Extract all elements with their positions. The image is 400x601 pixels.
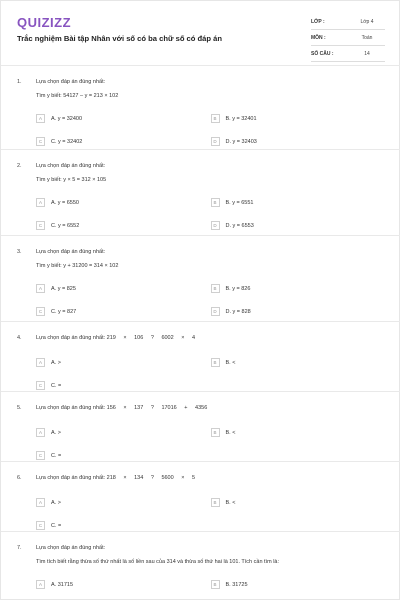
meta-row-subject bbox=[311, 30, 385, 46]
choice-text: C. = bbox=[51, 522, 62, 529]
choice-letter-box: A bbox=[36, 114, 45, 123]
choice-letter-box: C bbox=[36, 521, 45, 530]
question-number: 5. bbox=[17, 405, 22, 411]
choice-text: B. y = 826 bbox=[225, 285, 251, 292]
choice-a[interactable] bbox=[36, 428, 211, 437]
choice-letter-box: A bbox=[36, 580, 45, 589]
choice-text: B. < bbox=[225, 429, 236, 436]
comparison-blank: ? bbox=[150, 335, 154, 341]
choice-letter-box: A bbox=[36, 428, 45, 437]
choice-text: B. < bbox=[225, 359, 236, 366]
choice-c[interactable] bbox=[36, 451, 217, 460]
question-1 bbox=[1, 65, 400, 149]
choice-text: D. y = 6553 bbox=[225, 222, 254, 229]
worksheet-header bbox=[1, 1, 399, 65]
choice-letter-box: B bbox=[211, 114, 220, 123]
meta-label: SỐ CÂU : bbox=[311, 50, 334, 57]
answer-choices bbox=[17, 346, 385, 397]
choice-letter-box: B bbox=[211, 580, 220, 589]
prompt-part: 17016 bbox=[161, 405, 177, 411]
choice-a[interactable] bbox=[36, 498, 211, 507]
answer-choices bbox=[17, 416, 385, 467]
answer-choices bbox=[17, 102, 385, 153]
question-prompt bbox=[36, 475, 201, 481]
choice-b[interactable] bbox=[211, 428, 386, 437]
question-number: 3. bbox=[17, 249, 22, 255]
choice-letter-box: D bbox=[211, 307, 220, 316]
choice-text: D. y = 32403 bbox=[225, 138, 257, 145]
choice-letter-box: B bbox=[211, 284, 220, 293]
worksheet-title: Trắc nghiệm Bài tập Nhân với số có ba chữ số có đáp án bbox=[17, 34, 223, 43]
choice-c[interactable] bbox=[36, 381, 217, 390]
prompt-part: 106 bbox=[134, 335, 144, 341]
meta-label: LỚP : bbox=[311, 18, 325, 25]
operator-symbol: × bbox=[123, 475, 127, 481]
quizizz-logo[interactable]: QUIZIZZ bbox=[17, 15, 72, 30]
choice-c[interactable] bbox=[36, 307, 211, 316]
choice-text: C. y = 32402 bbox=[51, 138, 83, 145]
comparison-blank: ? bbox=[150, 475, 154, 481]
choice-text: C. = bbox=[51, 382, 62, 389]
meta-value: Toán bbox=[361, 34, 373, 41]
choice-d[interactable] bbox=[211, 221, 386, 230]
choice-letter-box: B bbox=[211, 428, 220, 437]
choice-letter-box: A bbox=[36, 498, 45, 507]
question-prompt bbox=[36, 335, 201, 341]
choice-text: A. > bbox=[51, 359, 61, 366]
choice-c[interactable] bbox=[36, 137, 211, 146]
question-prompt: Lựa chọn đáp án đúng nhất: bbox=[36, 545, 106, 551]
operator-symbol: × bbox=[181, 335, 185, 341]
question-list bbox=[1, 65, 400, 601]
choice-text: A. > bbox=[51, 499, 61, 506]
choice-b[interactable] bbox=[211, 580, 386, 589]
meta-row-grade bbox=[311, 14, 385, 30]
prompt-part: 6002 bbox=[161, 335, 174, 341]
question-number: 2. bbox=[17, 163, 22, 169]
question-detail: Tìm y biết: y + 31200 = 314 × 102 bbox=[36, 263, 119, 269]
choice-a[interactable] bbox=[36, 358, 211, 367]
choice-letter-box: A bbox=[36, 358, 45, 367]
question-prompt: Lựa chọn đáp án đúng nhất: bbox=[36, 163, 106, 169]
choice-text: C. y = 827 bbox=[51, 308, 77, 315]
choice-letter-box: A bbox=[36, 198, 45, 207]
choice-letter-box: C bbox=[36, 137, 45, 146]
choice-d[interactable] bbox=[211, 137, 386, 146]
meta-value: 14 bbox=[364, 50, 370, 57]
choice-letter-box: B bbox=[211, 498, 220, 507]
prompt-part: 5 bbox=[191, 475, 196, 481]
prompt-part: Lựa chọn đáp án đúng nhất: 219 bbox=[36, 335, 116, 341]
question-6 bbox=[1, 461, 400, 531]
question-5 bbox=[1, 391, 400, 461]
choice-letter-box: D bbox=[211, 221, 220, 230]
choice-letter-box: C bbox=[36, 381, 45, 390]
prompt-part: 137 bbox=[134, 405, 144, 411]
question-prompt: Lựa chọn đáp án đúng nhất: bbox=[36, 79, 106, 85]
operator-symbol: + bbox=[184, 405, 188, 411]
choice-d[interactable] bbox=[211, 307, 386, 316]
choice-letter-box: B bbox=[211, 358, 220, 367]
choice-letter-box: B bbox=[211, 198, 220, 207]
choice-text: A. > bbox=[51, 429, 61, 436]
choice-letter-box: C bbox=[36, 307, 45, 316]
choice-b[interactable] bbox=[211, 114, 386, 123]
question-4 bbox=[1, 321, 400, 391]
choice-text: A. y = 6550 bbox=[51, 199, 79, 206]
choice-text: A. 31715 bbox=[51, 581, 74, 588]
choice-b[interactable] bbox=[211, 358, 386, 367]
choice-a[interactable] bbox=[36, 284, 211, 293]
operator-symbol: × bbox=[181, 475, 185, 481]
question-7 bbox=[1, 531, 400, 601]
worksheet-meta-table bbox=[311, 14, 385, 62]
choice-letter-box: C bbox=[36, 451, 45, 460]
prompt-part: 4356 bbox=[195, 405, 208, 411]
question-3 bbox=[1, 235, 400, 321]
prompt-part: 5600 bbox=[161, 475, 174, 481]
answer-choices bbox=[17, 186, 385, 237]
prompt-part: 134 bbox=[134, 475, 144, 481]
choice-letter-box: D bbox=[211, 137, 220, 146]
choice-text: B. y = 32401 bbox=[225, 115, 257, 122]
question-detail: Tìm tích biết rằng thừa số thứ nhất là số liền sau của 314 và thừa số thứ hai là 101. Tích cần tìm là: bbox=[36, 559, 280, 565]
meta-row-question-count bbox=[311, 46, 385, 62]
answer-choices bbox=[17, 486, 385, 537]
choice-text: D. y = 828 bbox=[225, 308, 251, 315]
prompt-part: 4 bbox=[191, 335, 196, 341]
choice-letter-box: A bbox=[36, 284, 45, 293]
choice-text: B. y = 6551 bbox=[225, 199, 254, 206]
operator-symbol: × bbox=[123, 405, 127, 411]
choice-b[interactable] bbox=[211, 284, 386, 293]
answer-choices bbox=[17, 272, 385, 323]
meta-value: Lớp 4 bbox=[360, 18, 374, 25]
choice-a[interactable] bbox=[36, 114, 211, 123]
choice-text: A. y = 825 bbox=[51, 285, 76, 292]
choice-text: C. y = 6552 bbox=[51, 222, 80, 229]
comparison-blank: ? bbox=[150, 405, 154, 411]
choice-a[interactable] bbox=[36, 198, 211, 207]
prompt-part: Lựa chọn đáp án đúng nhất: 218 bbox=[36, 475, 116, 481]
question-2 bbox=[1, 149, 400, 235]
prompt-part: Lựa chọn đáp án đúng nhất: 156 bbox=[36, 405, 116, 411]
question-prompt bbox=[36, 405, 213, 411]
question-prompt: Lựa chọn đáp án đúng nhất: bbox=[36, 249, 106, 255]
question-detail: Tìm y biết: y × 5 = 312 × 105 bbox=[36, 177, 107, 183]
choice-text: C. = bbox=[51, 452, 62, 459]
question-number: 1. bbox=[17, 79, 22, 85]
choice-letter-box: C bbox=[36, 221, 45, 230]
choice-c[interactable] bbox=[36, 521, 217, 530]
question-detail: Tìm y biết: 54127 – y = 213 × 102 bbox=[36, 93, 119, 99]
answer-choices bbox=[17, 568, 385, 596]
choice-c[interactable] bbox=[36, 221, 211, 230]
choice-b[interactable] bbox=[211, 198, 386, 207]
choice-text: B. < bbox=[225, 499, 236, 506]
choice-b[interactable] bbox=[211, 498, 386, 507]
question-number: 7. bbox=[17, 545, 22, 551]
meta-label: MÔN : bbox=[311, 34, 326, 41]
choice-a[interactable] bbox=[36, 580, 211, 589]
choice-text: B. 31725 bbox=[225, 581, 248, 588]
choice-text: A. y = 32400 bbox=[51, 115, 83, 122]
question-number: 4. bbox=[17, 335, 22, 341]
operator-symbol: × bbox=[123, 335, 127, 341]
question-number: 6. bbox=[17, 475, 22, 481]
